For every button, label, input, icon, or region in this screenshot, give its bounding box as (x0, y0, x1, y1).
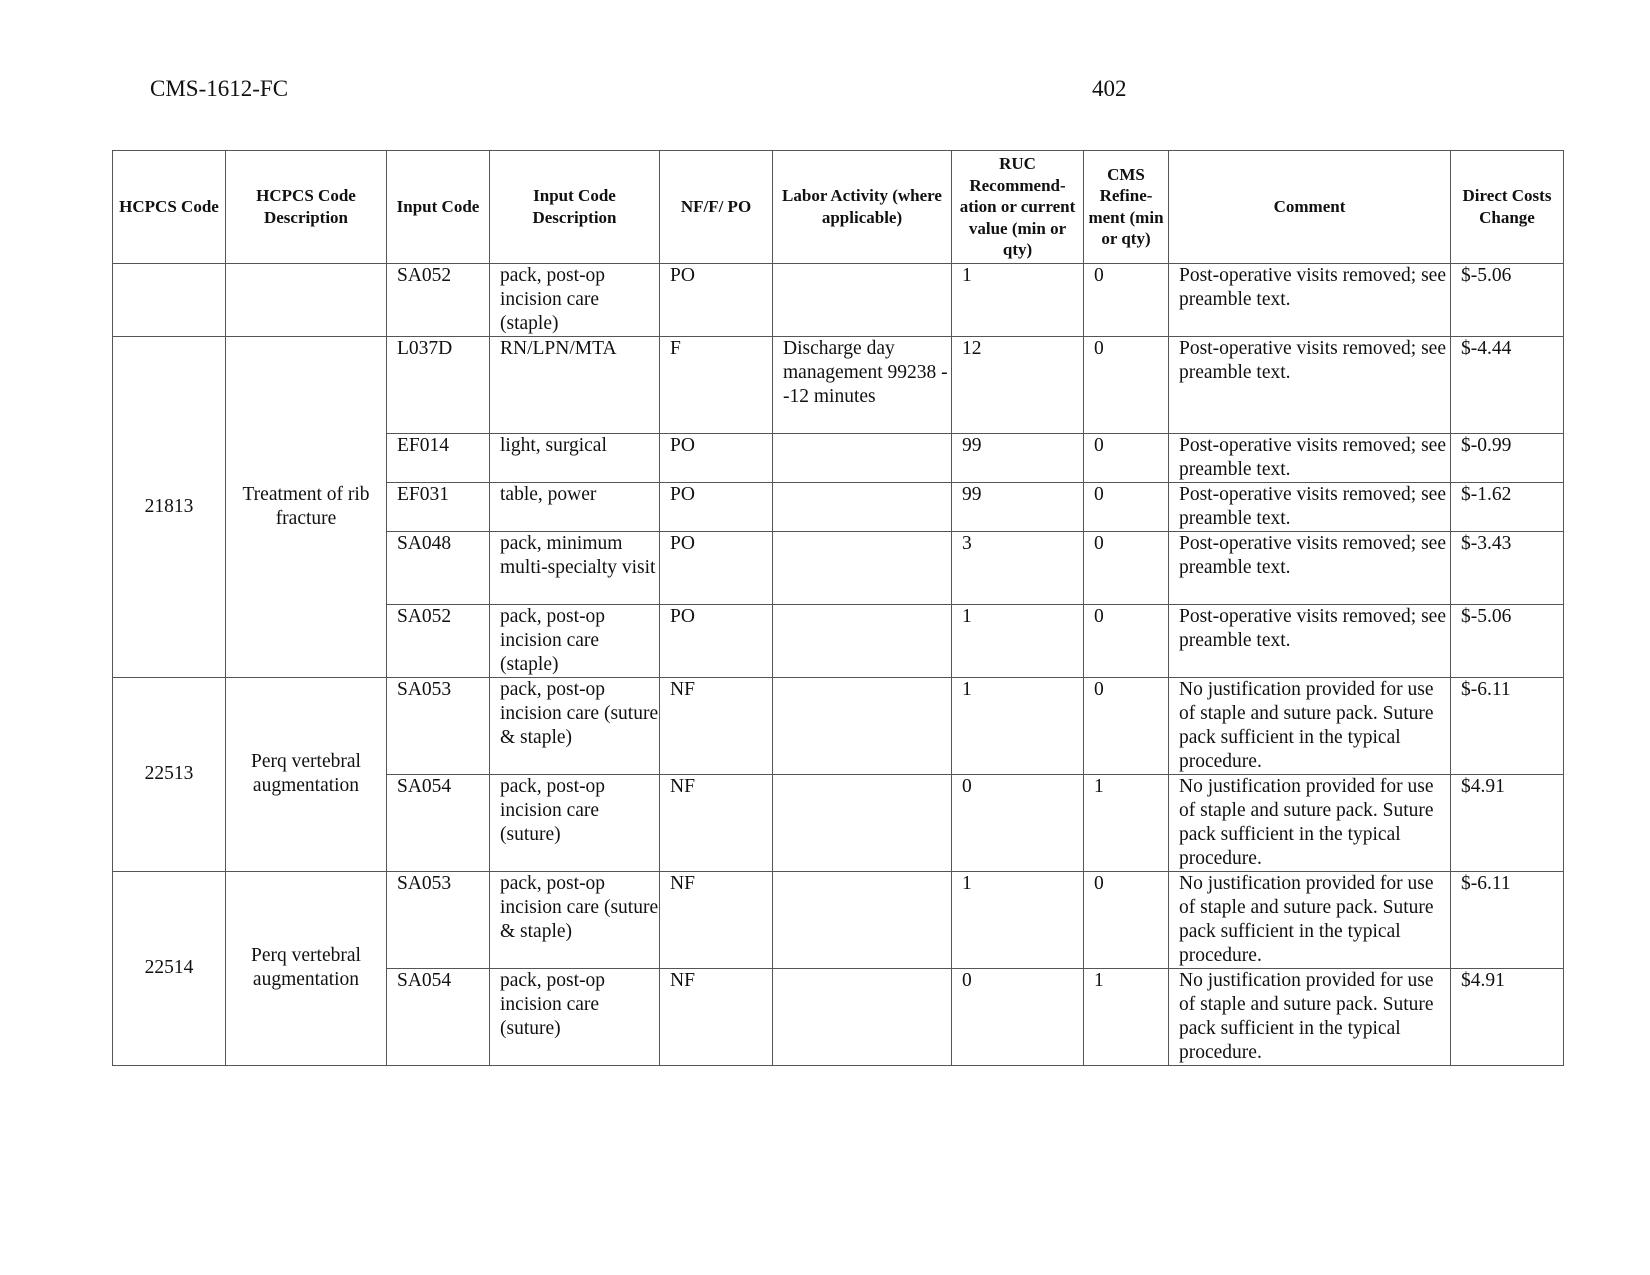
labor-activity-cell (773, 263, 952, 336)
cms-refinement-cell: 0 (1084, 604, 1169, 677)
hcpcs-description-cell: Perq vertebral augmentation (226, 871, 387, 1065)
input-code-cell: EF031 (387, 482, 490, 531)
column-header: Direct Costs Change (1451, 151, 1564, 264)
cms-refinement-cell: 0 (1084, 482, 1169, 531)
labor-activity-cell: Discharge day management 99238 --12 minutes (773, 336, 952, 433)
ruc-value-cell: 12 (952, 336, 1084, 433)
input-code-cell: SA053 (387, 677, 490, 774)
nf-f-po-cell: F (660, 336, 773, 433)
direct-cost-change-cell: $-5.06 (1451, 263, 1564, 336)
input-description-cell: pack, post-op incision care (suture & staple) (490, 871, 660, 968)
labor-activity-cell (773, 604, 952, 677)
column-header: HCPCS Code Description (226, 151, 387, 264)
nf-f-po-cell: PO (660, 433, 773, 482)
ruc-value-cell: 1 (952, 677, 1084, 774)
nf-f-po-cell: NF (660, 677, 773, 774)
nf-f-po-cell: NF (660, 968, 773, 1065)
ruc-value-cell: 1 (952, 871, 1084, 968)
direct-cost-change-cell: $-1.62 (1451, 482, 1564, 531)
input-code-cell: SA054 (387, 774, 490, 871)
cms-refinement-cell: 1 (1084, 774, 1169, 871)
column-header: NF/F/ PO (660, 151, 773, 264)
cms-refinement-cell: 0 (1084, 433, 1169, 482)
table-row (113, 336, 1564, 433)
input-description-cell: table, power (490, 482, 660, 531)
labor-activity-cell (773, 482, 952, 531)
hcpcs-code-cell (113, 263, 226, 336)
labor-activity-cell (773, 677, 952, 774)
nf-f-po-cell: NF (660, 774, 773, 871)
direct-cost-change-cell: $4.91 (1451, 968, 1564, 1065)
comment-cell: No justification provided for use of staple and suture pack. Suture pack sufficient in the typical procedure. (1169, 677, 1451, 774)
hcpcs-description-cell (226, 263, 387, 336)
comment-cell: No justification provided for use of staple and suture pack. Suture pack sufficient in the typical procedure. (1169, 968, 1451, 1065)
cms-refinement-cell: 0 (1084, 336, 1169, 433)
column-header: Input Code (387, 151, 490, 264)
comment-cell: Post-operative visits removed; see preamble text. (1169, 336, 1451, 433)
input-code-cell: SA052 (387, 604, 490, 677)
ruc-value-cell: 0 (952, 774, 1084, 871)
hcpcs-code-cell: 22513 (113, 677, 226, 871)
comment-cell: Post-operative visits removed; see preamble text. (1169, 482, 1451, 531)
ruc-value-cell: 0 (952, 968, 1084, 1065)
column-header: CMS Refine-ment (min or qty) (1084, 151, 1169, 264)
cms-refinement-cell: 0 (1084, 871, 1169, 968)
labor-activity-cell (773, 774, 952, 871)
input-description-cell: pack, post-op incision care (staple) (490, 604, 660, 677)
ruc-value-cell: 3 (952, 531, 1084, 604)
input-code-cell: EF014 (387, 433, 490, 482)
labor-activity-cell (773, 871, 952, 968)
table-header-row (113, 151, 1564, 264)
hcpcs-code-cell: 22514 (113, 871, 226, 1065)
input-code-cell: L037D (387, 336, 490, 433)
cost-table (112, 150, 1564, 1066)
document-id: CMS-1612-FC (150, 76, 289, 101)
direct-cost-change-cell: $-6.11 (1451, 677, 1564, 774)
cms-refinement-cell: 0 (1084, 263, 1169, 336)
column-header: RUC Recommend-ation or current value (min or qty) (952, 151, 1084, 264)
input-description-cell: pack, minimum multi-specialty visit (490, 531, 660, 604)
comment-cell: Post-operative visits removed; see preamble text. (1169, 531, 1451, 604)
comment-cell: Post-operative visits removed; see preamble text. (1169, 433, 1451, 482)
direct-cost-change-cell: $-3.43 (1451, 531, 1564, 604)
comment-cell: Post-operative visits removed; see preamble text. (1169, 604, 1451, 677)
hcpcs-description-cell: Perq vertebral augmentation (226, 677, 387, 871)
input-description-cell: light, surgical (490, 433, 660, 482)
cms-refinement-cell: 0 (1084, 677, 1169, 774)
table-row (113, 871, 1564, 968)
page-number: 402 (1092, 76, 1127, 101)
ruc-value-cell: 99 (952, 482, 1084, 531)
ruc-value-cell: 1 (952, 263, 1084, 336)
comment-cell: No justification provided for use of staple and suture pack. Suture pack sufficient in the typical procedure. (1169, 774, 1451, 871)
nf-f-po-cell: PO (660, 604, 773, 677)
ruc-value-cell: 99 (952, 433, 1084, 482)
column-header: Input Code Description (490, 151, 660, 264)
nf-f-po-cell: PO (660, 531, 773, 604)
hcpcs-description-cell: Treatment of rib fracture (226, 336, 387, 677)
input-description-cell: pack, post-op incision care (suture) (490, 774, 660, 871)
column-header: Labor Activity (where applicable) (773, 151, 952, 264)
cms-refinement-cell: 0 (1084, 531, 1169, 604)
direct-cost-change-cell: $4.91 (1451, 774, 1564, 871)
labor-activity-cell (773, 433, 952, 482)
cms-refinement-cell: 1 (1084, 968, 1169, 1065)
input-description-cell: pack, post-op incision care (suture) (490, 968, 660, 1065)
nf-f-po-cell: PO (660, 263, 773, 336)
table-row (113, 263, 1564, 336)
direct-cost-change-cell: $-4.44 (1451, 336, 1564, 433)
input-code-cell: SA053 (387, 871, 490, 968)
column-header: HCPCS Code (113, 151, 226, 264)
input-description-cell: pack, post-op incision care (suture & staple) (490, 677, 660, 774)
nf-f-po-cell: PO (660, 482, 773, 531)
labor-activity-cell (773, 531, 952, 604)
table-row (113, 677, 1564, 774)
input-code-cell: SA052 (387, 263, 490, 336)
direct-cost-change-cell: $-0.99 (1451, 433, 1564, 482)
input-description-cell: RN/LPN/MTA (490, 336, 660, 433)
comment-cell: Post-operative visits removed; see preamble text. (1169, 263, 1451, 336)
ruc-value-cell: 1 (952, 604, 1084, 677)
input-code-cell: SA048 (387, 531, 490, 604)
hcpcs-code-cell: 21813 (113, 336, 226, 677)
direct-cost-change-cell: $-6.11 (1451, 871, 1564, 968)
comment-cell: No justification provided for use of staple and suture pack. Suture pack sufficient in the typical procedure. (1169, 871, 1451, 968)
labor-activity-cell (773, 968, 952, 1065)
nf-f-po-cell: NF (660, 871, 773, 968)
column-header: Comment (1169, 151, 1451, 264)
direct-cost-change-cell: $-5.06 (1451, 604, 1564, 677)
input-description-cell: pack, post-op incision care (staple) (490, 263, 660, 336)
input-code-cell: SA054 (387, 968, 490, 1065)
